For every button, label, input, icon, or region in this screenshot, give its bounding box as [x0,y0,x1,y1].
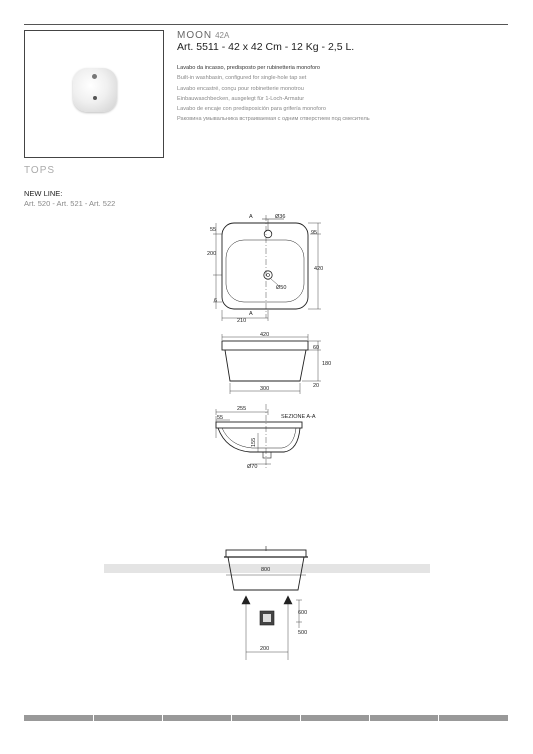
label-sec-155: 155 [251,437,257,447]
plan-view [213,215,324,321]
footer-segment-1 [24,715,93,721]
install-bowl [228,557,304,590]
label-210: 210 [237,318,247,324]
plan-labels [207,214,323,324]
description-it: Lavabo da incasso, predisposto per rubinetteria monoforo [177,65,321,71]
label-drain: Ø50 [276,285,287,291]
plan-bowl-outline [226,240,304,302]
anchor-right-icon [284,596,292,604]
side-rim [222,341,308,350]
label-sec-70: Ø70 [247,464,258,470]
install-rim [226,550,306,557]
footer-segment-6 [370,715,438,721]
plan-drain-inner [267,274,270,277]
footer-segment-7 [439,715,508,721]
new-line-label: NEW LINE: [24,189,63,198]
label-ins-500: 500 [298,630,308,636]
label-ins-200: 200 [260,646,270,652]
side-bowl [225,350,306,381]
install-view [104,546,430,660]
label-side-180: 180 [322,361,332,367]
label-sezione: SEZIONE A-A [281,414,316,420]
side-view [222,334,321,394]
label-hole: Ø36 [275,214,286,220]
label-side-420: 420 [260,332,270,338]
section-bowl [218,428,300,452]
related-articles: Art. 520 - Art. 521 - Art. 522 [24,199,116,208]
plan-tap-hole [264,230,272,238]
description-ru: Раковина умывальника встраиваемая с одним отверстием под смеситель [177,116,370,123]
label-ins-600: 600 [298,610,308,616]
footer-segment-4 [232,715,300,721]
anchor-left-icon [242,596,250,604]
section-rim [216,422,302,428]
description-es: Lavabo de encaje con predisposición para grifería monoforo [177,106,326,113]
label-95: 95 [311,230,318,236]
section-drain [263,452,271,458]
label-side-60: 60 [313,345,320,351]
footer-segment-5 [301,715,369,721]
label-sec-255: 255 [237,406,247,412]
footer-segment-2 [94,715,162,721]
label-a-bottom: A [249,311,253,317]
label-side-300: 300 [260,386,270,392]
product-name: MOON [177,30,213,41]
product-model: 42A [215,31,230,40]
label-ins-800: 800 [261,567,271,573]
label-a-top: A [249,214,253,220]
plan-drain [264,271,272,279]
label-55: 55 [210,227,217,233]
label-sec-55: 55 [217,415,224,421]
section-label: TOPS [24,165,56,176]
section-labels [217,406,316,470]
description-fr: Lavabo encastré, conçu pour robinetterie monotrou [177,85,304,92]
label-6: 6 [214,298,218,304]
footer-segment-3 [163,715,231,721]
product-article: Art. 5511 - 42 x 42 Cm - 12 Kg - 2,5 L. [177,41,355,53]
description-de: Einbauwaschbecken, ausgelegt für 1-Loch-Armatur [177,95,305,102]
label-200: 200 [207,251,217,257]
label-side-20: 20 [313,383,320,389]
description-en: Built-in washbasin, configured for single-hole tap set [177,75,307,82]
label-420-right: 420 [314,266,324,272]
